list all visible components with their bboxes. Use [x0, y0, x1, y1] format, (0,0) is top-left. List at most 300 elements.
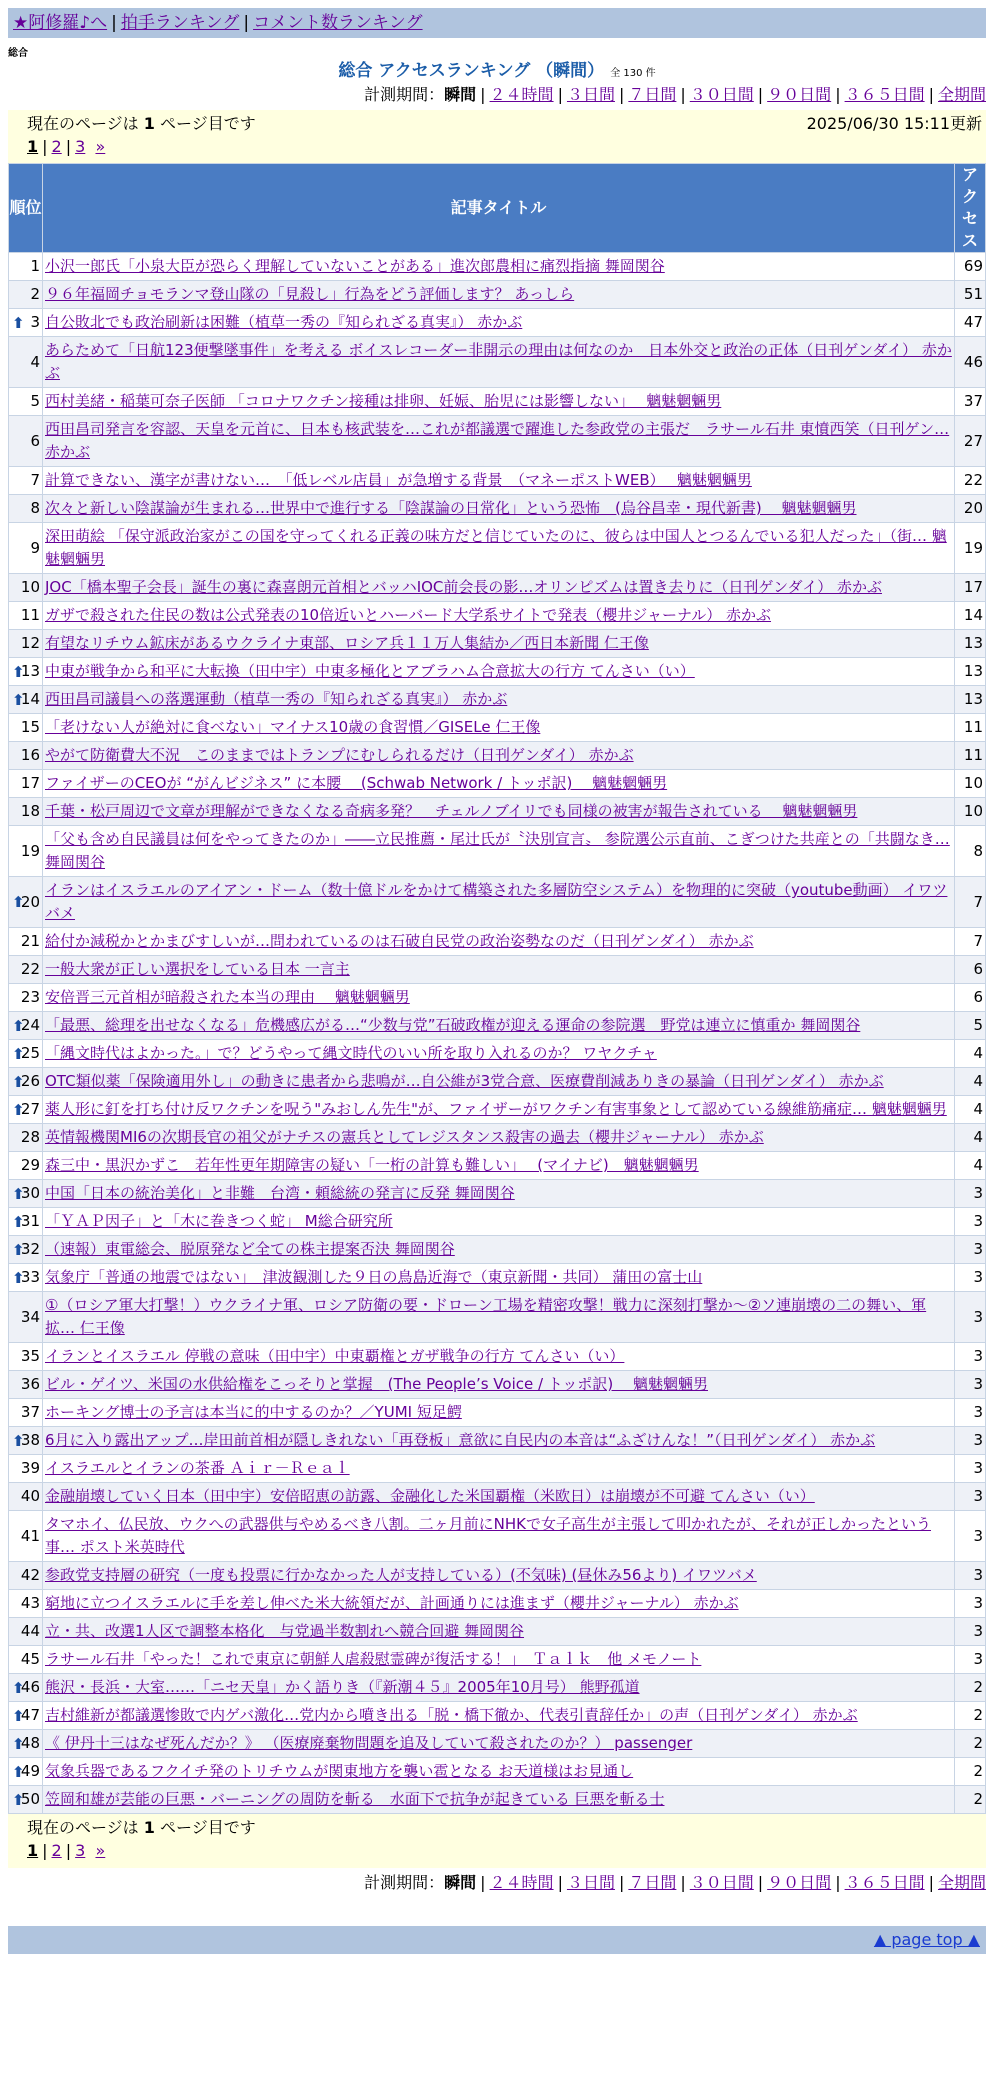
rank-cell: [9, 1730, 43, 1758]
rank-cell: [9, 337, 43, 388]
article-link[interactable]: （速報）東電総会、脱原発など全ての株主提案否決 舞岡関谷: [45, 1240, 455, 1258]
page-title-row: [8, 60, 986, 85]
article-link[interactable]: 金融崩壊していく日本（田中宇）安倍昭恵の訪露、金融化した米国覇権（米欧日）は崩壊が不可避 てんさい（い）: [45, 1487, 815, 1505]
access-count: 3: [955, 1180, 986, 1208]
table-row: [9, 574, 986, 602]
article-link[interactable]: イランとイスラエル 停戦の意味（田中宇）中東覇権とガザ戦争の行方 てんさい（い）: [45, 1347, 625, 1365]
separator: |: [557, 85, 563, 104]
rank-number: 49: [20, 1762, 40, 1780]
rank-number: 10: [20, 578, 40, 596]
article-link[interactable]: 笠岡和雄が芸能の巨悪・バーニングの周防を斬る 水面下で抗争が起きている 巨悪を斬る士: [45, 1790, 665, 1808]
rank-up-arrow-icon: ⬆: [12, 893, 25, 911]
rank-up-arrow-icon: ⬆: [12, 662, 25, 681]
article-link[interactable]: 西村美緒・稲葉可奈子医師 「コロナワクチン接種は排卵、妊娠、胎児には影響しない」 魑魅魍魎男: [45, 392, 722, 410]
access-count: 8: [955, 826, 986, 877]
rank-number: 42: [20, 1566, 40, 1584]
article-link[interactable]: ビル・ゲイツ、米国の水供給権をこっそりと掌握 (The People’s Voice / トッポ訳) 魑魅魍魎男: [45, 1375, 708, 1393]
rank-cell: [9, 877, 43, 928]
pager-next[interactable]: »: [95, 137, 106, 156]
rank-number: 5: [30, 392, 40, 410]
rank-number: 8: [30, 499, 40, 517]
period-link[interactable]: ３０日間: [689, 85, 754, 104]
rank-cell: [9, 1702, 43, 1730]
access-count: 11: [955, 742, 986, 770]
article-link[interactable]: やがて防衛費大不況 このままではトランプにむしられるだけ（日刊ゲンダイ） 赤かぶ: [45, 746, 634, 764]
access-count: 47: [955, 309, 986, 337]
separator: |: [111, 13, 117, 33]
title-cell: [43, 309, 955, 337]
title-cell: [43, 826, 955, 877]
rank-number: 23: [20, 988, 40, 1006]
article-link[interactable]: 英情報機関MI6の次期長官の祖父がナチスの憲兵としてレジスタンス殺害の過去（櫻井ジャーナル） 赤かぶ: [45, 1128, 764, 1146]
separator: |: [480, 1873, 486, 1892]
title-cell: [43, 798, 955, 826]
rank-number: 26: [20, 1072, 40, 1090]
rank-number: 20: [20, 892, 40, 911]
rank-up-arrow-icon: ⬆: [12, 1212, 25, 1231]
rank-cell: [9, 281, 43, 309]
rank-up-arrow-icon: ⬆: [12, 690, 25, 709]
pager-current: 1: [27, 1841, 39, 1860]
table-row: [9, 1674, 986, 1702]
period-selector-bottom: [8, 1872, 986, 1894]
title-cell: [43, 1562, 955, 1590]
rank-cell: [9, 1590, 43, 1618]
nav-link-asura[interactable]: ★阿修羅♪へ: [13, 13, 108, 33]
table-row: [9, 826, 986, 877]
page-suffix: ページ目です: [160, 114, 256, 133]
access-count: 3: [955, 1646, 986, 1674]
rank-number: 21: [20, 932, 40, 950]
article-link[interactable]: 吉村維新が都議選惨敗で内ゲバ激化…党内から噴き出る「脱・橋下徹か、代表引責辞任か」の声（日刊ゲンダイ） 赤かぶ: [45, 1706, 858, 1724]
rank-number: 40: [20, 1487, 40, 1505]
rank-number: 4: [30, 352, 40, 371]
access-count: 4: [955, 1068, 986, 1096]
rank-number: 3: [30, 313, 40, 331]
rank-number: 18: [20, 802, 40, 820]
access-count: 46: [955, 337, 986, 388]
updated-timestamp: 2025/06/30 15:11更新: [806, 114, 982, 133]
table-row: [9, 1292, 986, 1343]
rank-cell: [9, 1236, 43, 1264]
period-link[interactable]: ２４時間: [489, 1873, 554, 1892]
table-row: [9, 1702, 986, 1730]
title-cell: [43, 770, 955, 798]
rank-cell: [9, 1371, 43, 1399]
title-cell: [43, 1208, 955, 1236]
period-current: 瞬間: [444, 85, 477, 104]
access-count: 6: [955, 956, 986, 984]
period-link[interactable]: ２４時間: [489, 85, 554, 104]
rank-cell: [9, 1455, 43, 1483]
rank-number: 35: [20, 1347, 40, 1365]
table-row: [9, 1068, 986, 1096]
access-count: 4: [955, 1096, 986, 1124]
header-rank: 順位: [9, 164, 43, 253]
rank-cell: [9, 1012, 43, 1040]
rank-number: 37: [20, 1403, 40, 1421]
period-link[interactable]: ３６５日間: [844, 85, 925, 104]
access-count: 7: [955, 877, 986, 928]
article-link[interactable]: 「ＹＡＰ因子」と「木に巻きつく蛇」 M総合研究所: [45, 1212, 393, 1230]
rank-cell: [9, 984, 43, 1012]
rank-cell: [9, 1068, 43, 1096]
access-count: 6: [955, 984, 986, 1012]
access-count: 19: [955, 523, 986, 574]
rank-number: 50: [20, 1790, 40, 1808]
title-cell: [43, 742, 955, 770]
period-current: 瞬間: [444, 1873, 477, 1892]
rank-number: 17: [20, 774, 40, 792]
access-count: 3: [955, 1427, 986, 1455]
table-row: [9, 798, 986, 826]
title-cell: [43, 416, 955, 467]
period-link[interactable]: 全期間: [937, 85, 986, 104]
period-link[interactable]: 全期間: [937, 1873, 986, 1892]
table-row: [9, 877, 986, 928]
rank-cell: [9, 495, 43, 523]
table-row: [9, 1208, 986, 1236]
rank-up-arrow-icon: ⬆: [12, 1762, 25, 1781]
access-count: 3: [955, 1511, 986, 1562]
title-cell: [43, 877, 955, 928]
access-count: 11: [955, 714, 986, 742]
table-row: [9, 686, 986, 714]
title-cell: [43, 630, 955, 658]
rank-cell: [9, 1096, 43, 1124]
article-link[interactable]: 森三中・黒沢かずこ 若年性更年期障害の疑い「一桁の計算も難しい」 (マイナビ) 魑魅魍魎男: [45, 1156, 699, 1174]
title-cell: [43, 714, 955, 742]
rank-cell: [9, 1152, 43, 1180]
article-link[interactable]: 窮地に立つイスラエルに手を差し伸べた米大統領だが、計画通りには進まず（櫻井ジャーナル） 赤かぶ: [45, 1594, 739, 1612]
rank-number: 11: [20, 606, 40, 624]
pager-page-2[interactable]: 2: [51, 137, 62, 156]
separator: |: [42, 1841, 48, 1860]
table-row: [9, 1618, 986, 1646]
article-link[interactable]: ラサール石井「やった！これで東京に朝鮮人虐殺慰霊碑が復活する！」 Ｔａｌｋ 他 メモノート: [45, 1650, 702, 1668]
title-cell: [43, 1399, 955, 1427]
article-link[interactable]: 気象庁「普通の地震ではない」 津波観測した９日の鳥島近海で（東京新聞・共同） 蒲田の富士山: [45, 1268, 703, 1286]
separator: |: [928, 85, 934, 104]
title-cell: [43, 574, 955, 602]
title-cell: [43, 495, 955, 523]
article-link[interactable]: 計算できない、漢字が書けない… 「低レベル店員」が急増する背景 （マネーポストWEB） 魑魅魍魎男: [45, 471, 752, 489]
rank-up-arrow-icon: ⬆: [12, 1100, 25, 1119]
title-cell: [43, 1758, 955, 1786]
rank-cell: [9, 658, 43, 686]
title-cell: [43, 1180, 955, 1208]
access-count: 27: [955, 416, 986, 467]
article-link[interactable]: ホーキング博士の予言は本当に的中するのか？／YUMI 短足鰐: [45, 1403, 462, 1421]
access-count: 3: [955, 1264, 986, 1292]
nav-link-clap-ranking[interactable]: 拍手ランキング: [120, 13, 240, 33]
category-label: 総合: [8, 48, 28, 59]
table-row: [9, 1012, 986, 1040]
rank-number: 32: [20, 1240, 40, 1258]
article-link[interactable]: 安倍晋三元首相が暗殺された本当の理由 魑魅魍魎男: [45, 988, 410, 1006]
article-link[interactable]: 「最悪、総理を出せなくなる」危機感広がる…“少数与党”石破政権が迎える運命の参院選 野党は連立に慎重か 舞岡関谷: [45, 1016, 861, 1034]
rank-cell: [9, 388, 43, 416]
page-title: 総合 アクセスランキング （瞬間）: [338, 61, 605, 81]
title-cell: [43, 1040, 955, 1068]
page-top-link[interactable]: ▲ page top ▲: [873, 1930, 980, 1949]
rank-number: 9: [30, 538, 40, 557]
table-row: [9, 770, 986, 798]
separator: |: [65, 137, 72, 156]
title-cell: [43, 253, 955, 281]
article-link[interactable]: タマホイ、仏民放、ウクへの武器供与やめるべき八割。二ヶ月前にNHKで女子高生が主張して叩かれたが、それが正しかったという事… ポスト米英時代: [45, 1515, 931, 1556]
pager-page-2[interactable]: 2: [51, 1841, 62, 1860]
separator: |: [243, 13, 250, 33]
article-link[interactable]: 参政党支持層の研究（一度も投票に行かなかった人が支持している）(不気味) (昼休み56より) イワツバメ: [45, 1566, 757, 1584]
rank-number: 14: [20, 690, 40, 708]
rank-cell: [9, 416, 43, 467]
rank-number: 34: [20, 1307, 40, 1326]
nav-link-comment-ranking[interactable]: コメント数ランキング: [253, 13, 423, 33]
title-cell: [43, 1483, 955, 1511]
title-cell: [43, 1674, 955, 1702]
rank-cell: [9, 1618, 43, 1646]
rank-cell: [9, 1264, 43, 1292]
table-row: [9, 1236, 986, 1264]
rank-cell: [9, 1758, 43, 1786]
rank-cell: [9, 1399, 43, 1427]
access-count: 2: [955, 1786, 986, 1814]
table-row: [9, 658, 986, 686]
table-row: [9, 630, 986, 658]
rank-cell: [9, 523, 43, 574]
rank-number: 46: [20, 1678, 40, 1696]
article-link[interactable]: 気象兵器であるフクイチ発のトリチウムが関東地方を襲い雹となる お天道様はお見通し: [45, 1762, 634, 1780]
table-row: [9, 1455, 986, 1483]
page-suffix: ページ目です: [160, 1818, 256, 1837]
table-row: [9, 416, 986, 467]
article-link[interactable]: 西田昌司発言を容認、天皇を元首に、日本も核武装を…これが都議選で躍進した参政党の主張だ ラサール石井 東憤西笑（日刊ゲン… 赤かぶ: [45, 420, 950, 461]
access-count: 3: [955, 1236, 986, 1264]
table-row: [9, 1730, 986, 1758]
rank-number: 39: [20, 1459, 40, 1477]
rank-number: 48: [20, 1734, 40, 1752]
table-row: [9, 1562, 986, 1590]
rank-number: 33: [20, 1268, 40, 1286]
period-link[interactable]: ７日間: [628, 1873, 677, 1892]
article-link[interactable]: ファイザーのCEOが “がんビジネス” に本腰 (Schwab Network / トッポ訳) 魑魅魍魎男: [45, 774, 668, 792]
rank-cell: [9, 956, 43, 984]
article-link[interactable]: イランはイスラエルのアイアン・ドーム（数十億ドルをかけて構築された多層防空システム）を物理的に突破（youtube動画） イワツバメ: [45, 881, 948, 922]
rank-cell: [9, 1427, 43, 1455]
footer-bar: [8, 1926, 986, 1954]
rank-cell: [9, 1483, 43, 1511]
table-row: [9, 714, 986, 742]
pager-page-3[interactable]: 3: [75, 1841, 86, 1860]
table-row: [9, 1040, 986, 1068]
title-cell: [43, 602, 955, 630]
period-selector-top: [8, 84, 986, 106]
article-link[interactable]: あらためて「日航123便撃墜事件」を考える ボイスレコーダー非開示の理由は何なのか 日本外交と政治の正体（日刊ゲンダイ） 赤かぶ: [45, 341, 952, 382]
title-cell: [43, 1618, 955, 1646]
access-count: 3: [955, 1590, 986, 1618]
rank-cell: [9, 467, 43, 495]
ranking-table: [8, 163, 986, 1814]
access-count: 3: [955, 1399, 986, 1427]
header-count: アクセス: [955, 164, 986, 253]
page-prefix: 現在のページは: [27, 114, 139, 133]
access-count: 13: [955, 630, 986, 658]
table-row: [9, 1646, 986, 1674]
table-row: [9, 1124, 986, 1152]
rank-number: 12: [20, 634, 40, 652]
article-link[interactable]: 立・共、改選1人区で調整本格化 与党過半数割れへ競合回避 舞岡関谷: [45, 1622, 525, 1640]
access-count: 5: [955, 1012, 986, 1040]
table-row: [9, 602, 986, 630]
rank-up-arrow-icon: ⬆: [12, 1790, 25, 1809]
article-link[interactable]: 次々と新しい陰謀論が生まれる…世界中で進行する「陰謀論の日常化」という恐怖 (烏谷昌幸・現代新書) 魑魅魍魎男: [45, 499, 857, 517]
period-link[interactable]: ３日間: [566, 1873, 615, 1892]
rank-cell: [9, 1292, 43, 1343]
separator: |: [835, 1873, 841, 1892]
article-link[interactable]: 有望なリチウム鉱床があるウクライナ東部、ロシア兵１１万人集結か／西日本新聞 仁王像: [45, 634, 649, 652]
article-link[interactable]: 自公敗北でも政治刷新は困難（植草一秀の『知られざる真実』） 赤かぶ: [45, 313, 523, 331]
access-count: 3: [955, 1208, 986, 1236]
title-cell: [43, 1730, 955, 1758]
total-count: 全 130 件: [610, 68, 656, 79]
rank-cell: [9, 574, 43, 602]
separator: |: [65, 1841, 72, 1860]
article-link[interactable]: 中東が戦争から和平に大転換（田中宇）中東多極化とアブラハム合意拡大の行方 てんさい（い）: [45, 662, 695, 680]
title-cell: [43, 388, 955, 416]
title-cell: [43, 337, 955, 388]
article-link[interactable]: イスラエルとイランの茶番 Ａｉｒ－Ｒｅａｌ: [45, 1459, 350, 1477]
article-link[interactable]: 一般大衆が正しい選択をしている日本 一言主: [45, 960, 350, 978]
article-link[interactable]: 中国「日本の統治美化」と非難 台湾・頼総統の発言に反発 舞岡関谷: [45, 1184, 515, 1202]
article-link[interactable]: 千葉・松戸周辺で文章が理解ができなくなる奇病多発？ チェルノブイリでも同様の被害が報告されている 魑魅魍魎男: [45, 802, 858, 820]
article-link[interactable]: JOC「橋本聖子会長」誕生の裏に森喜朗元首相とバッハIOC前会長の影…オリンピズムは置き去りに（日刊ゲンダイ） 赤かぶ: [45, 578, 882, 596]
rank-number: 31: [20, 1212, 40, 1230]
access-count: 2: [955, 1702, 986, 1730]
title-cell: [43, 1012, 955, 1040]
access-count: 4: [955, 1124, 986, 1152]
period-link[interactable]: ３６５日間: [844, 1873, 925, 1892]
period-link[interactable]: ９０日間: [767, 85, 832, 104]
page-number: 1: [143, 114, 155, 133]
rank-number: 16: [20, 746, 40, 764]
rank-cell: [9, 1786, 43, 1814]
table-row: [9, 984, 986, 1012]
table-row: [9, 1590, 986, 1618]
article-link[interactable]: 「老けない人が絶対に食べない」マイナス10歳の食習慣／GISELe 仁王像: [45, 718, 541, 736]
article-link[interactable]: 熊沢・長浜・大室‥‥‥「ニセ天皇」かく語りき（『新潮４５』2005年10月号） 熊野孤道: [45, 1678, 640, 1696]
access-count: 3: [955, 1483, 986, 1511]
access-count: 10: [955, 770, 986, 798]
article-link[interactable]: ９６年福岡チョモランマ登山隊の「見殺し」行為をどう評価します？ あっしら: [45, 285, 575, 303]
rank-up-arrow-icon: ⬆: [12, 1240, 25, 1259]
rank-cell: [9, 798, 43, 826]
access-count: 69: [955, 253, 986, 281]
pager-top: [27, 135, 105, 158]
table-row: [9, 388, 986, 416]
rank-up-arrow-icon: ⬆: [12, 1072, 25, 1091]
period-link[interactable]: ７日間: [628, 85, 677, 104]
separator: |: [618, 85, 625, 104]
pager-bottom: [27, 1839, 105, 1862]
title-cell: [43, 956, 955, 984]
rank-cell: [9, 1180, 43, 1208]
title-cell: [43, 1371, 955, 1399]
article-link[interactable]: OTC類似薬「保険適用外し」の動きに患者から悲鳴が…自公維が3党合意、医療費削減ありきの暴論（日刊ゲンダイ） 赤かぶ: [45, 1072, 884, 1090]
article-link[interactable]: 深田萌絵 「保守派政治家がこの国を守ってくれる正義の味方だと信じていたのに、彼らは中国人とつるんでいる犯人だった」（街… 魑魅魍魎男: [45, 527, 947, 568]
rank-up-arrow-icon: ⬆: [12, 1431, 25, 1450]
period-label: 計測期間：: [364, 85, 445, 104]
article-link[interactable]: 6月に入り露出アップ…岸田前首相が隠しきれない「再登板」意欲に自民内の本音は“ふざけんな！”（日刊ゲンダイ） 赤かぶ: [45, 1431, 876, 1449]
access-count: 22: [955, 467, 986, 495]
rank-number: 38: [20, 1431, 40, 1449]
access-count: 20: [955, 495, 986, 523]
table-row: [9, 1152, 986, 1180]
article-link[interactable]: 薬人形に釘を打ち付け反ワクチンを呪う"みおしん先生"が、ファイザーがワクチン有害事象として認めている線維筋痛症… 魑魅魍魎男: [45, 1100, 947, 1118]
pager-current: 1: [27, 137, 39, 156]
article-link[interactable]: 「父も含め自民議員は何をやってきたのか」――立民推薦・尾辻氏が〝決別宣言〟 参院選公示直前、こぎつけた共産との「共闘なき… 舞岡関谷: [45, 830, 950, 871]
access-count: 3: [955, 1371, 986, 1399]
table-row: [9, 281, 986, 309]
rank-number: 2: [30, 285, 40, 303]
rank-number: 44: [20, 1622, 40, 1640]
table-row: [9, 1399, 986, 1427]
title-cell: [43, 1427, 955, 1455]
rank-number: 27: [20, 1100, 40, 1118]
table-row: [9, 337, 986, 388]
article-link[interactable]: ガザで殺された住民の数は公式発表の10倍近いとハーバード大学系サイトで発表（櫻井ジャーナル） 赤かぶ: [45, 606, 772, 624]
rank-up-arrow-icon: ⬆: [12, 1016, 25, 1035]
rank-cell: [9, 1646, 43, 1674]
article-link[interactable]: 「縄文時代はよかった。」で？どうやって縄文時代のいい所を取り入れるのか？ ワヤクチャ: [45, 1044, 657, 1062]
rank-number: 15: [20, 718, 40, 736]
rank-cell: [9, 714, 43, 742]
separator: |: [680, 85, 686, 104]
article-link[interactable]: 給付か減税かとかまびすしいが…問われているのは石破自民党の政治姿勢なのだ（日刊ゲンダイ） 赤かぶ: [45, 932, 754, 950]
article-link[interactable]: ①（ロシア軍大打撃！）ウクライナ軍、ロシア防衛の要・ドローン工場を精密攻撃！戦力に深刻打撃か～②ソ連崩壊の二の舞い、軍拡… 仁王像: [45, 1296, 927, 1337]
access-count: 13: [955, 658, 986, 686]
separator: |: [618, 1873, 625, 1892]
title-cell: [43, 1152, 955, 1180]
separator: |: [757, 1873, 764, 1892]
rank-number: 43: [20, 1594, 40, 1612]
rank-cell: [9, 630, 43, 658]
table-row: [9, 467, 986, 495]
separator: |: [480, 85, 486, 104]
access-count: 7: [955, 928, 986, 956]
period-link[interactable]: ３０日間: [689, 1873, 754, 1892]
pager-page-3[interactable]: 3: [75, 137, 86, 156]
title-cell: [43, 686, 955, 714]
rank-number: 25: [20, 1044, 40, 1062]
separator: |: [42, 137, 48, 156]
title-cell: [43, 658, 955, 686]
period-link[interactable]: ３日間: [566, 85, 615, 104]
current-page-text: [27, 1816, 256, 1839]
rank-up-arrow-icon: ⬆: [12, 1734, 25, 1753]
pager-next[interactable]: »: [95, 1841, 106, 1860]
access-count: 3: [955, 1343, 986, 1371]
article-link[interactable]: 西田昌司議員への落選運動（植草一秀の『知られざる真実』） 赤かぶ: [45, 690, 508, 708]
period-link[interactable]: ９０日間: [767, 1873, 832, 1892]
article-link[interactable]: 小沢一郎氏「小泉大臣が恐らく理解していないことがある」進次郎農相に痛烈指摘 舞岡関谷: [45, 257, 665, 275]
rank-cell: [9, 742, 43, 770]
article-link[interactable]: 《 伊丹十三はなぜ死んだか？》 （医療廃棄物問題を追及していて殺されたのか？） passenger: [45, 1734, 693, 1752]
title-cell: [43, 523, 955, 574]
title-cell: [43, 928, 955, 956]
title-cell: [43, 1511, 955, 1562]
title-cell: [43, 1236, 955, 1264]
